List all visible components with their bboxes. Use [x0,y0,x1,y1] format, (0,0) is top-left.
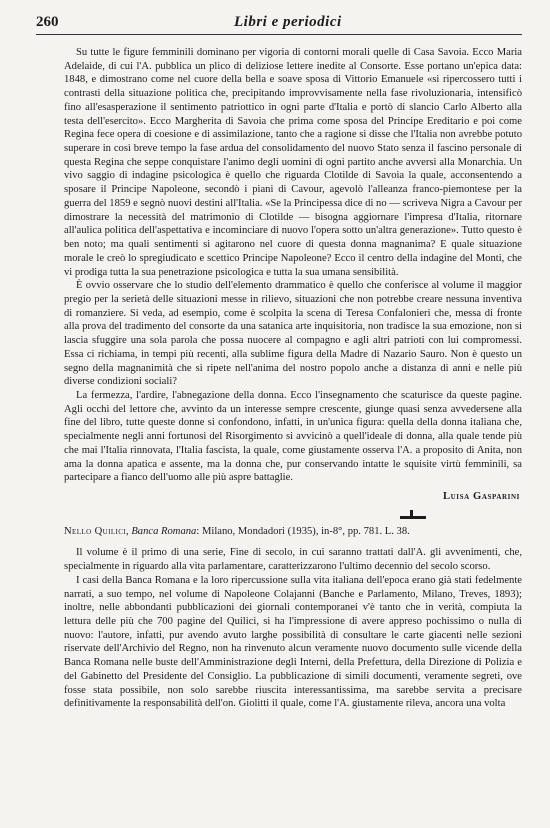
article-paragraph-2: È ovvio osservare che lo studio dell'elemento drammatico è quello che conferisce al volume il maggior pregio per la serietà delle situazioni messe in rilievo, situazioni che non potrebbe creare nessuna inventiva di romanziere. Si veda, ad esempio, come è scolpita la scena di Teresa Confalonieri che, messa di fronte alla prova del tradimento del consorte da una satanica arte inquisitoria, non tradisce la sua emozione, non si lascia sfuggire una sola parola che possa nuocere al compagno e agli altri patrioti con lui compromessi. Essa ci richiama, in tempi più recenti, alla sublime figura della Madre di Nazario Sauro. Non è questo un segno della magnanimità che si ripete nell'anima del nostro popolo anche a distanza di anni e nelle più diverse condizioni sociali? [64,280,522,388]
review-heading: Nello Quilici, Banca Romana: Milano, Mondadori (1935), in-8°, pp. 781. L. 38. [64,525,522,539]
review-paragraph-2: I casi della Banca Romana e la loro ripercussione sulla vita italiana dell'epoca erano già stati fedelmente narrati, a suo tempo, nel volume di Napoleone Colajanni (Banche e Parlamento, Milano, Treves, 1893); inoltre, nelle abbondanti pubblicazioni dei giornali contemporanei v'è tanto che in verità, compiuta la lettura delle più che 700 pagine del Quilici, si ha l'impressione di avere appreso pochissimo o nulla di nuovo: l'autore, infatti, pur avendo avuto larghe possibilità di consultare le carte giacenti nelle sezioni riservate dell'Archivio del Regno, non ha rinvenuto alcun veramente nuovo documento sulle vicende della Banca Romana nelle buste dell'Amministrazione degli Interni, della Prefettura, della Direzione di Polizia e del Gabinetto del Presidente del Consiglio. La pubblicazione di simili documenti, veramente segreti, ove fosse stata possibile, non solo sarebbe riuscita interessantissima, ma sarebbe servita a precisare definitivamente la responsabilità dell'on. Giolitti il quale, come l'A. giustamente rileva, ancora una volta [64,574,522,710]
page-number: 260 [36,14,59,30]
author-signature: Luisa Gasparini [442,491,520,502]
review-publication-info: : Milano, Mondadori (1935), in-8°, pp. 781. L. 38. [196,525,410,537]
page-header [36,14,522,40]
article-paragraph-1: Su tutte le figure femminili dominano per vigoria di contorni morali quelle di Casa Savoia. Ecco Maria Adelaide, di cui l'A. pubblica un plico di deliziose lettere inedite al Consorte. Esse portano un'epica data: 1848, e dimostrano come nel cuore della bella e soave sposa di Vittorio Emanuele «si ripercossero tutti i contrasti della situazione politica che, precipitando improvvisamente nella fase rivoluzionaria, intensificò fino all'esasperazione il sentimento patriottico in ogni parte d'Italia e portò di slancio Carlo Alberto alla testa dell'esercito». Ecco Margherita di Savoia che prima come sposa del Principe Ereditario e poi come Regina fece opera di coesione e di assimilazione, tanto che a ragione si disse che l'Italia non avrebbe potuto superare in così breve tempo la fase ardua del consolidamento del nuovo Stato senza il fascino personale di questa Regina che seppe conquistare l'animo degli uomini di ogni partito anche avversi alla Monarchia. Un vivo saggio di indagine psicologica è quello che riguarda Clotilde di Savoia la quale, acconsentendo a sposare il Principe Napoleone, secondò i piani di Cavour, agevolò l'alleanza franco-piemontese per la guerra del 1859 e segnò nuovi destini all'Italia. «Se la Principessa dice di no — scriveva Nigra a Cavour per dimostrare la necessità del matrimonio di Clotilde — bisogna aggiornare l'impresa d'Italia, ritornare all'aulica politica dell'aspettativa e incominciare di nuovo l'opera sotto un'altra generazione». Tutto questo è ben noto; ma quali sentimenti si agitarono nel cuore di questa donna magnanima? E quale situazione morale le creò lo spregiudicato e scettico Principe Napoleone? Ecco il centro della indagine del Monti, che vi prodiga tutta la sua penetrazione psicologica e tutta la sua umana sensibilità. [64,47,522,278]
running-title: Libri e periodici [234,14,342,30]
review-book-author: Nello Quilici [64,525,127,537]
page-body [64,46,522,711]
header-rule [36,34,522,35]
review-paragraph-1: Il volume è il primo di una serie, Fine di secolo, in cui saranno trattati dall'A. gli avvenimenti, che, specialmente in riguardo alla vita parlamentare, caratterizzarono l'ultimo decennio del secolo scorso. [64,547,522,573]
review-book-title: Banca Romana [131,525,197,537]
pen-mark [400,510,426,519]
article-paragraph-3: La fermezza, l'ardire, l'abnegazione della donna. Ecco l'insegnamento che scaturisce da queste pagine. Agli occhi del lettore che, avvinto da un interesse sempre crescente, giunge quasi senza avvedersene alla fine del libro, tutte queste donne si confondono, infatti, in un'unica figura: quella della donna italiana che, specialmente negli anni fortunosi del Risorgimento si avvicinò a quell'ideale di donna, alla quale tende più che mai l'Italia rinnovata, l'Italia fascista, la quale, come giustamente osserva l'A. a proposito di Anita, non ama la donna apatica e assente, ma la donna che, pur conservando intatte le squisite virtù femminili, sa partecipare a fianco dell'uomo alle più aspre battaglie. [64,389,522,484]
